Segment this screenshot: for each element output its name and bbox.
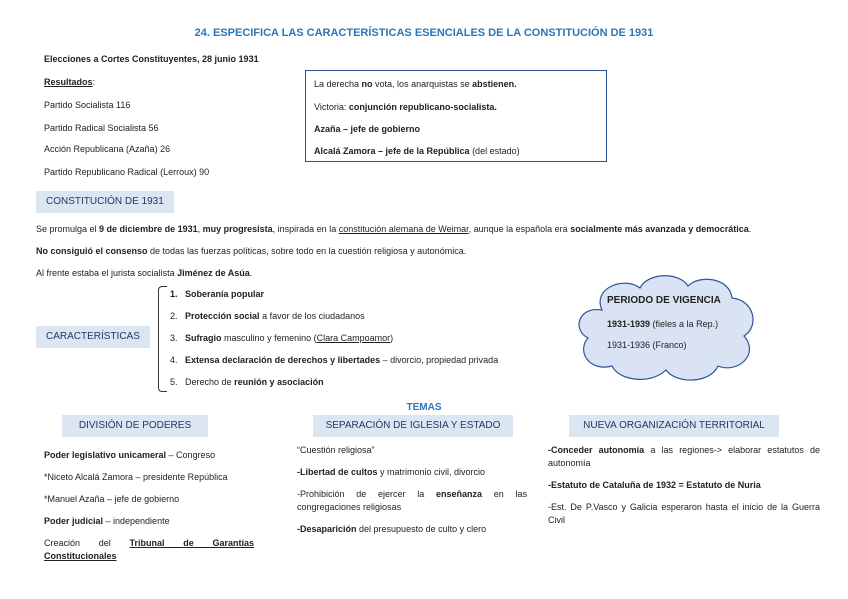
division-header: DIVISIÓN DE PODERES xyxy=(62,415,208,437)
division-line: Poder judicial – independiente xyxy=(44,516,170,526)
constitution-header: CONSTITUCIÓN DE 1931 xyxy=(36,191,174,213)
page-title: 24. ESPECIFICA LAS CARACTERÍSTICAS ESENCIALES DE LA CONSTITUCIÓN DE 1931 xyxy=(194,27,654,39)
separation-column xyxy=(297,444,527,536)
vigencia-line: 1931-1939 (fieles a la Rep.) xyxy=(607,319,719,329)
division-line: *Manuel Azaña – jefe de gobierno xyxy=(44,494,180,504)
characteristic-item: 3. Sufragio masculino y femenino (Clara Campoamor) xyxy=(170,333,394,343)
separation-header: SEPARACIÓN DE IGLESIA Y ESTADO xyxy=(313,415,513,437)
temas-heading: TEMAS xyxy=(406,402,442,413)
constitution-paragraph: Al frente estaba el jurista socialista Jiménez de Asúa. xyxy=(36,268,253,278)
separation-line: -Prohibición de ejercer la enseñanza en las congregaciones religiosas xyxy=(297,489,527,512)
party-result: Partido Radical Socialista 56 xyxy=(44,123,159,133)
division-column xyxy=(44,449,254,563)
characteristics-header: CARACTERÍSTICAS xyxy=(36,326,150,348)
division-line: Creación del Tribunal de Garantías Constitucionales xyxy=(44,538,254,561)
division-line: *Niceto Alcalá Zamora – presidente República xyxy=(44,472,228,482)
constitution-paragraph: No consiguió el consenso de todas las fuerzas políticas, sobre todo en la cuestión religiosa y autonómica. xyxy=(36,246,467,256)
constitution-paragraph: Se promulga el 9 de diciembre de 1931, muy progresista, inspirada en la constitución alemana de Weimar, aunque la española era socialmente más avanzada y democrática. xyxy=(36,224,752,234)
brace-icon xyxy=(158,286,167,392)
territorial-line: -Estatuto de Cataluña de 1932 = Estatuto de Nuria xyxy=(548,480,761,490)
summary-line: Alcalá Zamora – jefe de la República (del estado) xyxy=(314,146,520,156)
election-summary-box xyxy=(305,70,607,162)
summary-line: Victoria: conjunción republicano-socialista. xyxy=(314,102,497,112)
separation-line: -Libertad de cultos y matrimonio civil, divorcio xyxy=(297,467,486,477)
summary-line: Azaña – jefe de gobierno xyxy=(314,124,421,134)
elections-heading: Elecciones a Cortes Constituyentes, 28 junio 1931 xyxy=(44,54,259,64)
territorial-column xyxy=(548,444,820,527)
results-label: Resultados: xyxy=(44,77,96,87)
party-result: Partido Socialista 116 xyxy=(44,100,131,110)
characteristic-item: 4. Extensa declaración de derechos y libertades – divorcio, propiedad privada xyxy=(170,355,499,365)
characteristic-item: 1. Soberanía popular xyxy=(170,289,265,299)
territorial-line: -Conceder autonomía a las regiones-> elaborar estatutos de autonomía xyxy=(548,445,821,468)
separation-line: “Cuestión religiosa” xyxy=(297,445,375,455)
vigencia-title: PERIODO DE VIGENCIA xyxy=(607,295,721,306)
characteristic-item: 5. Derecho de reunión y asociación xyxy=(170,377,324,387)
party-result: Partido Republicano Radical (Lerroux) 90 xyxy=(44,167,210,177)
summary-line: La derecha no vota, los anarquistas se abstienen. xyxy=(314,79,517,89)
characteristic-item: 2. Protección social a favor de los ciudadanos xyxy=(170,311,365,321)
territorial-header: NUEVA ORGANIZACIÓN TERRITORIAL xyxy=(569,415,779,437)
party-result: Acción Republicana (Azaña) 26 xyxy=(44,144,171,154)
vigencia-line: 1931-1936 (Franco) xyxy=(607,340,687,350)
division-line: Poder legislativo unicameral – Congreso xyxy=(44,450,216,460)
territorial-line: -Est. De P.Vasco y Galicia esperaron hasta el inicio de la Guerra Civil xyxy=(548,502,820,525)
separation-line: -Desaparición del presupuesto de culto y clero xyxy=(297,524,487,534)
